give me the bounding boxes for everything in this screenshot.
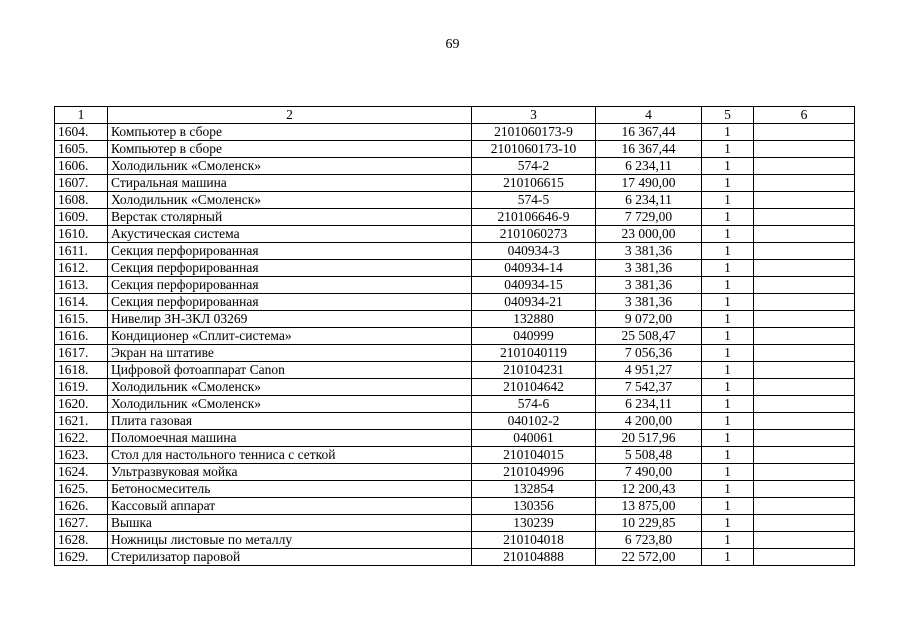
item-number: 1605. [55,141,108,158]
item-price: 3 381,36 [596,260,702,277]
item-quantity: 1 [702,260,754,277]
item-number: 1612. [55,260,108,277]
item-number: 1615. [55,311,108,328]
item-price: 16 367,44 [596,141,702,158]
item-number: 1623. [55,447,108,464]
item-note [754,175,855,192]
item-note [754,481,855,498]
item-name: Компьютер в сборе [108,141,472,158]
item-number: 1604. [55,124,108,141]
item-name: Холодильник «Смоленск» [108,192,472,209]
inventory-code: 040934-21 [472,294,596,311]
item-quantity: 1 [702,158,754,175]
table-row [55,379,855,396]
item-price: 22 572,00 [596,549,702,566]
item-quantity: 1 [702,311,754,328]
item-note [754,345,855,362]
inventory-code: 040934-3 [472,243,596,260]
table-row [55,243,855,260]
inventory-code: 040061 [472,430,596,447]
table-row [55,209,855,226]
table-row [55,549,855,566]
item-number: 1626. [55,498,108,515]
item-price: 13 875,00 [596,498,702,515]
table-row [55,345,855,362]
inventory-code: 210104996 [472,464,596,481]
inventory-code: 574-2 [472,158,596,175]
item-price: 7 056,36 [596,345,702,362]
column-header-6: 6 [754,107,855,124]
item-quantity: 1 [702,294,754,311]
item-number: 1611. [55,243,108,260]
item-price: 6 234,11 [596,158,702,175]
item-number: 1617. [55,345,108,362]
inventory-code: 210106646-9 [472,209,596,226]
item-quantity: 1 [702,209,754,226]
inventory-code: 574-6 [472,396,596,413]
item-name: Стол для настольного тенниса с сеткой [108,447,472,464]
item-name: Холодильник «Смоленск» [108,396,472,413]
item-price: 7 490,00 [596,464,702,481]
item-name: Экран на штативе [108,345,472,362]
item-name: Секция перфорированная [108,277,472,294]
item-number: 1619. [55,379,108,396]
item-note [754,243,855,260]
item-quantity: 1 [702,277,754,294]
item-note [754,532,855,549]
item-number: 1620. [55,396,108,413]
item-note [754,498,855,515]
item-note [754,226,855,243]
inventory-code: 130356 [472,498,596,515]
item-price: 7 729,00 [596,209,702,226]
table-row [55,124,855,141]
item-price: 3 381,36 [596,243,702,260]
item-number: 1625. [55,481,108,498]
item-price: 12 200,43 [596,481,702,498]
item-number: 1606. [55,158,108,175]
table-row [55,430,855,447]
inventory-code: 210104015 [472,447,596,464]
inventory-code: 040934-14 [472,260,596,277]
item-quantity: 1 [702,243,754,260]
column-header-4: 4 [596,107,702,124]
item-price: 20 517,96 [596,430,702,447]
item-number: 1609. [55,209,108,226]
inventory-code: 574-5 [472,192,596,209]
item-name: Кассовый аппарат [108,498,472,515]
inventory-code: 2101060173-9 [472,124,596,141]
item-note [754,124,855,141]
item-name: Стиральная машина [108,175,472,192]
item-note [754,311,855,328]
item-quantity: 1 [702,192,754,209]
table-row [55,481,855,498]
item-name: Кондиционер «Сплит-система» [108,328,472,345]
table-header-row [55,107,855,124]
item-quantity: 1 [702,345,754,362]
column-header-2: 2 [108,107,472,124]
item-quantity: 1 [702,396,754,413]
item-price: 4 951,27 [596,362,702,379]
item-quantity: 1 [702,413,754,430]
item-name: Секция перфорированная [108,243,472,260]
item-number: 1608. [55,192,108,209]
inventory-code: 132880 [472,311,596,328]
item-name: Ультразвуковая мойка [108,464,472,481]
item-name: Стерилизатор паровой [108,549,472,566]
inventory-code: 132854 [472,481,596,498]
item-note [754,464,855,481]
item-name: Секция перфорированная [108,260,472,277]
item-quantity: 1 [702,226,754,243]
item-name: Цифровой фотоаппарат Canon [108,362,472,379]
item-price: 3 381,36 [596,277,702,294]
inventory-code: 2101060273 [472,226,596,243]
inventory-code: 210104888 [472,549,596,566]
item-price: 23 000,00 [596,226,702,243]
item-price: 5 508,48 [596,447,702,464]
inventory-code: 210106615 [472,175,596,192]
table-row [55,226,855,243]
item-quantity: 1 [702,498,754,515]
table-row [55,192,855,209]
item-number: 1616. [55,328,108,345]
item-name: Компьютер в сборе [108,124,472,141]
inventory-code: 210104018 [472,532,596,549]
item-number: 1621. [55,413,108,430]
item-name: Холодильник «Смоленск» [108,379,472,396]
table-row [55,498,855,515]
item-note [754,294,855,311]
item-number: 1618. [55,362,108,379]
item-name: Вышка [108,515,472,532]
item-price: 3 381,36 [596,294,702,311]
item-note [754,192,855,209]
item-number: 1627. [55,515,108,532]
column-header-5: 5 [702,107,754,124]
item-price: 7 542,37 [596,379,702,396]
item-quantity: 1 [702,549,754,566]
item-quantity: 1 [702,430,754,447]
item-number: 1624. [55,464,108,481]
inventory-table [54,106,855,566]
item-quantity: 1 [702,447,754,464]
item-note [754,430,855,447]
table-row [55,328,855,345]
inventory-code: 2101060173-10 [472,141,596,158]
item-name: Холодильник «Смоленск» [108,158,472,175]
item-quantity: 1 [702,175,754,192]
item-number: 1610. [55,226,108,243]
item-note [754,362,855,379]
item-quantity: 1 [702,532,754,549]
item-note [754,158,855,175]
item-number: 1628. [55,532,108,549]
item-number: 1607. [55,175,108,192]
item-price: 6 234,11 [596,192,702,209]
item-name: Акустическая система [108,226,472,243]
table-row [55,294,855,311]
item-name: Бетоносмеситель [108,481,472,498]
item-price: 6 723,80 [596,532,702,549]
page-number: 69 [445,37,460,52]
item-note [754,277,855,294]
item-price: 4 200,00 [596,413,702,430]
column-header-3: 3 [472,107,596,124]
item-name: Плита газовая [108,413,472,430]
item-number: 1622. [55,430,108,447]
table-row [55,260,855,277]
item-note [754,515,855,532]
item-quantity: 1 [702,124,754,141]
item-name: Секция перфорированная [108,294,472,311]
item-quantity: 1 [702,362,754,379]
item-note [754,141,855,158]
item-note [754,209,855,226]
inventory-code: 210104231 [472,362,596,379]
item-note [754,260,855,277]
table-row [55,175,855,192]
item-quantity: 1 [702,515,754,532]
table-row [55,141,855,158]
inventory-code: 040102-2 [472,413,596,430]
table-row [55,396,855,413]
item-number: 1629. [55,549,108,566]
item-price: 25 508,47 [596,328,702,345]
inventory-code: 210104642 [472,379,596,396]
item-quantity: 1 [702,379,754,396]
item-quantity: 1 [702,141,754,158]
table-row [55,413,855,430]
item-price: 16 367,44 [596,124,702,141]
inventory-code: 130239 [472,515,596,532]
item-name: Ножницы листовые по металлу [108,532,472,549]
table-row [55,447,855,464]
item-price: 17 490,00 [596,175,702,192]
table-row [55,515,855,532]
table-row [55,464,855,481]
column-header-1: 1 [55,107,108,124]
item-price: 6 234,11 [596,396,702,413]
item-name: Верстак столярный [108,209,472,226]
item-name: Поломоечная машина [108,430,472,447]
table-row [55,311,855,328]
item-price: 10 229,85 [596,515,702,532]
item-quantity: 1 [702,464,754,481]
item-note [754,396,855,413]
item-quantity: 1 [702,481,754,498]
item-quantity: 1 [702,328,754,345]
inventory-code: 2101040119 [472,345,596,362]
table-row [55,532,855,549]
table-row [55,362,855,379]
item-note [754,413,855,430]
inventory-code: 040934-15 [472,277,596,294]
item-note [754,447,855,464]
item-note [754,328,855,345]
item-price: 9 072,00 [596,311,702,328]
item-number: 1613. [55,277,108,294]
table-row [55,158,855,175]
item-number: 1614. [55,294,108,311]
inventory-code: 040999 [472,328,596,345]
table-row [55,277,855,294]
item-name: Нивелир ЗН-3КЛ 03269 [108,311,472,328]
table-body [55,124,855,566]
item-note [754,379,855,396]
item-note [754,549,855,566]
